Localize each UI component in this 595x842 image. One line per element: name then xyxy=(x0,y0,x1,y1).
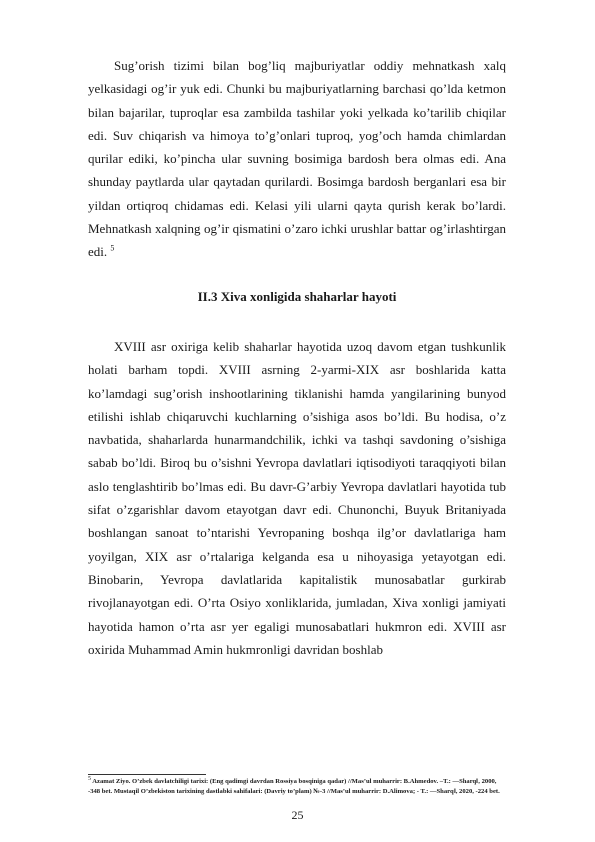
paragraph-2-text: XVIII asr oxiriga kelib shaharlar hayotida uzoq davom etgan tushkunlik holati barham topdi. XVIII asrning 2-yarmi-XIX asr boshlarida katta ko’lamdagi sug’orish inshootlarining tiklanishi hamda yangilarining bunyod etilishi ishlab chiqaruvchi kuchlarning o’sishiga asos bo’ldi. Bu hodisa, o’z navbatida, shaharlarda hunarmandchilik, ichki va tashqi savdoning o’sishiga sabab bo’ldi. Biroq bu o’sishni Yevropa davlatlari iqtisodiyoti taraqqiyoti bilan aslo tenglashtirib bo’lmas edi. Bu davr-G’arbiy Yevropa davlatlari hayotida tub sifat o’zgarishlar davom etayotgan davr edi. Chunonchi, Buyuk Britaniyada boshlangan sanoat to’ntarishi Yevropaning boshqa ilg’or davlatlariga ham yoyilgan, XIX asr o’rtalariga kelganda esa u nihoyasiga yetayotgan edi. Binobarin, Yevropa davlatlarida kapitalistik munosabatlar gurkirab rivojlanayotgan edi. O’rta Osiyo xonliklarida, jumladan, Xiva xonligi jamiyati hayotida hamon o’rta asr yer egaligi munosabatlari hukmron edi. XVIII asr oxirida Muhammad Amin hukmronligi davridan boshlab xyxy=(88,339,506,657)
footnote-separator xyxy=(88,774,206,775)
section-heading: II.3 Xiva xonligida shaharlar hayoti xyxy=(197,289,397,304)
footnote xyxy=(88,777,508,797)
body-paragraph-1 xyxy=(88,54,506,264)
paragraph-1-text: Sug’orish tizimi bilan bog’liq majburiyatlar oddiy mehnatkash xalq yelkasidagi og’ir yuk edi. Chunki bu majburiyatlarning barchasi qo’lda ketmon bilan bajarilar, tuproqlar esa zambilda tashilar yoki yelkada ko’tarilib chiqilar edi. Suv chiqarish va himoya to’g’onlari tuproq, yog’och hamda chimlardan qurilar ediki, ko’pincha ular suvning bosimiga bardosh bera olmas edi. Ana shunday paytlarda ular qaytadan qurilardi. Bosimga bardosh berganlari esa bir yildan ortiqroq chidamas edi. Kelasi yili ularni qayta qurish kerak bo’lardi. Mehnatkash xalqning og’ir qismatini o’zaro ichki urushlar battar og’irlashtirgan edi. xyxy=(88,58,506,260)
footnote-reference: 5 xyxy=(110,244,115,254)
body-paragraph-2 xyxy=(88,335,506,661)
page-number: 25 xyxy=(291,808,304,822)
footnote-text: Azamat Ziyo. O’zbek davlatchiligi tarixi: (Eng qadimgi davrdan Rossiya bosqiniga qadar) //Mas’ul muharrir: B.Ahmedov. –T.: ―Sharq‖, 2000, -348 bet. Mustaqil O’zbekiston tarixining dastlabki sahifalari: (Davriy to’plam) №-3 //Mas’ul muharrir: D.Alimova; - T.: ―Sharq‖, 2020, -224 bet. xyxy=(88,778,500,796)
footnote-number: 5 xyxy=(88,775,91,782)
